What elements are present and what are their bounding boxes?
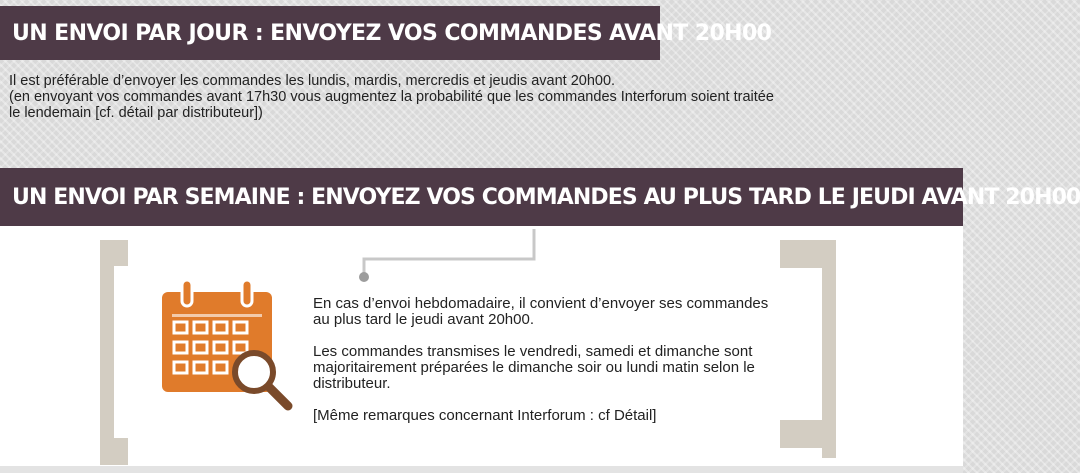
daily-line-2: (en envoyant vos commandes avant 17h30 vous augmentez la probabilité que les commandes Interforum soient traitée — [9, 89, 774, 105]
daily-section-title: UN ENVOI PAR JOUR : ENVOYEZ VOS COMMANDES AVANT 20H00 — [0, 6, 660, 60]
daily-line-3: le lendemain [cf. détail par distributeur]) — [9, 105, 263, 121]
weekly-paragraph-1: En cas d’envoi hebdomadaire, il convient d’envoyer ses commandes au plus tard le jeudi avant 20h00. — [313, 295, 769, 328]
weekly-description — [313, 296, 783, 440]
daily-description — [9, 73, 949, 121]
bottom-divider — [0, 466, 963, 473]
daily-line-1: Il est préférable d’envoyer les commandes les lundis, mardis, mercredis et jeudis avant 20h00. — [9, 73, 616, 89]
weekly-section-title: UN ENVOI PAR SEMAINE : ENVOYEZ VOS COMMANDES AU PLUS TARD LE JEUDI AVANT 20H00 — [0, 168, 963, 226]
weekly-paragraph-3: [Même remarques concernant Interforum : cf Détail] — [313, 407, 657, 424]
calendar-search-icon — [160, 280, 300, 415]
connector-line — [356, 229, 546, 289]
weekly-paragraph-2: Les commandes transmises le vendredi, samedi et dimanche sont majoritairement préparées le dimanche soir ou lundi matin selon le distributeur. — [313, 343, 755, 392]
